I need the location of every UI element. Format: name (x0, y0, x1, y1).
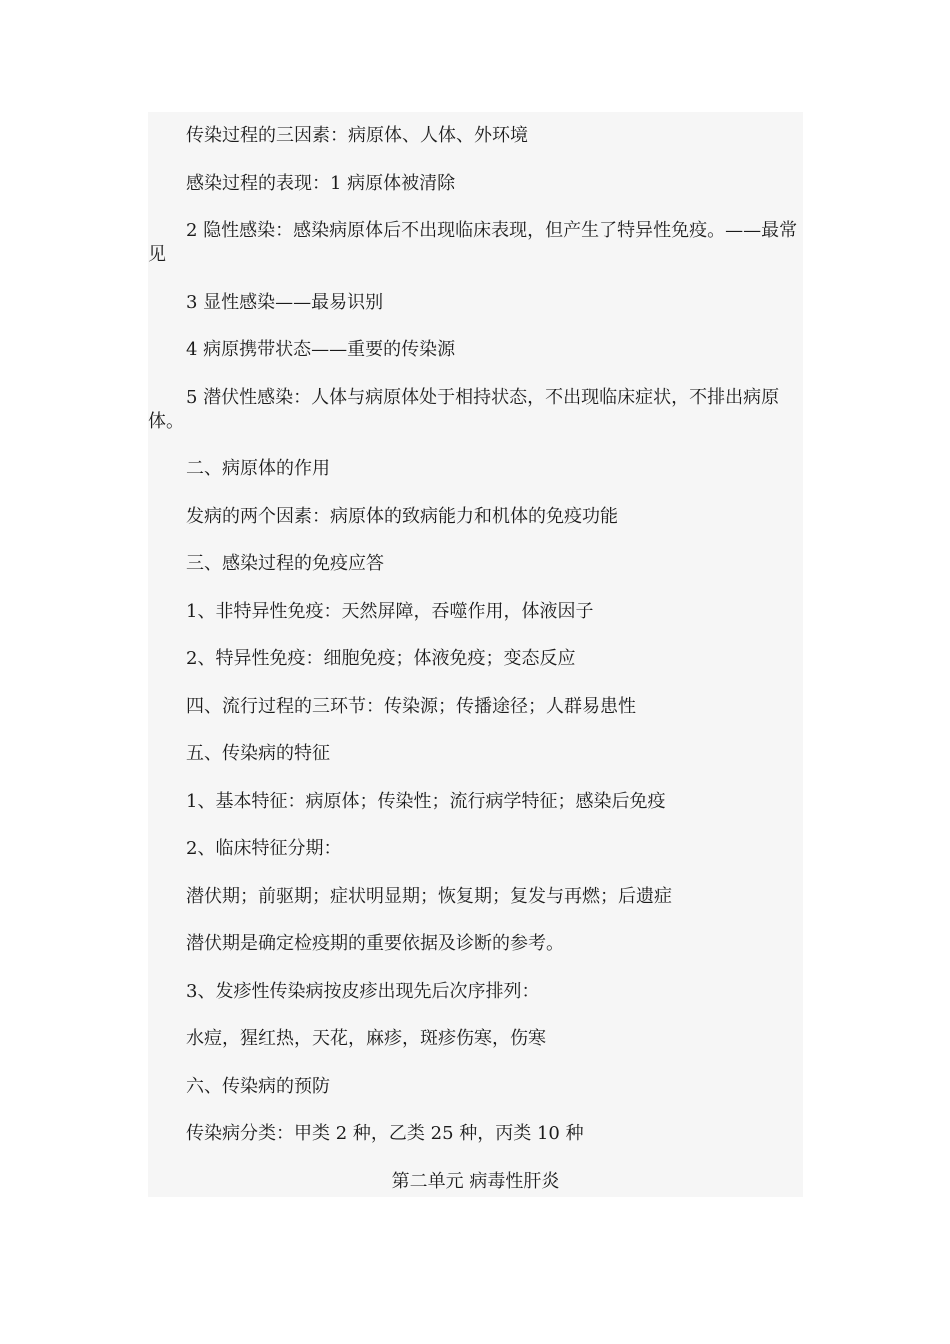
paragraph-disease-classes: 传染病分类：甲类 2 种，乙类 25 种，丙类 10 种 (186, 1123, 584, 1144)
paragraph-clinical-stages: 潜伏期；前驱期；症状明显期；恢复期；复发与再燃；后遗症 (186, 885, 672, 907)
paragraph-specific-immunity: 2、特异性免疫：细胞免疫；体液免疫；变态反应 (186, 648, 576, 669)
paragraph-rash-order-title: 3、发疹性传染病按皮疹出现先后次序排列： (186, 980, 540, 1002)
section-heading-immune-response: 三、感染过程的免疫应答 (186, 553, 384, 574)
paragraph-overt-infection: 3 显性感染——最易识别 (186, 291, 384, 313)
document-body (148, 124, 803, 1217)
paragraph-basic-features: 1、基本特征：病原体；传染性；流行病学特征；感染后免疫 (186, 790, 666, 812)
paragraph-disease-factors: 发病的两个因素：病原体的致病能力和机体的免疫功能 (186, 505, 618, 527)
paragraph-incubation-note: 潜伏期是确定检疫期的重要依据及诊断的参考。 (186, 933, 564, 954)
section-heading-pathogen-role: 二、病原体的作用 (186, 458, 330, 479)
paragraph-latent-infection-2: 5 潜伏性感染：人体与病原体处于相持状态，不出现临床症状，不排出病原体。 (148, 386, 780, 432)
paragraph-carrier-state: 4 病原携带状态——重要的传染源 (186, 339, 456, 360)
paragraph-rash-order: 水痘，猩红热，天花，麻疹，斑疹伤寒，伤寒 (186, 1028, 546, 1049)
paragraph-nonspecific-immunity: 1、非特异性免疫：天然屏障，吞噬作用，体液因子 (186, 600, 594, 622)
section-heading-prevention: 六、传染病的预防 (186, 1075, 330, 1097)
paragraph-latent-infection: 2 隐性感染：感染病原体后不出现临床表现，但产生了特异性免疫。——最常见 (148, 220, 798, 265)
unit-heading: 第二单元 病毒性肝炎 (391, 1170, 560, 1192)
paragraph-clinical-stages-title: 2、临床特征分期： (186, 838, 342, 859)
section-heading-disease-features: 五、传染病的特征 (186, 743, 330, 764)
paragraph-infection-manifestations: 感染过程的表现：1 病原体被清除 (186, 172, 456, 194)
section-heading-epidemic-process: 四、流行过程的三环节：传染源；传播途径；人群易患性 (186, 695, 636, 717)
paragraph-three-factors: 传染过程的三因素：病原体、人体、外环境 (186, 125, 528, 146)
